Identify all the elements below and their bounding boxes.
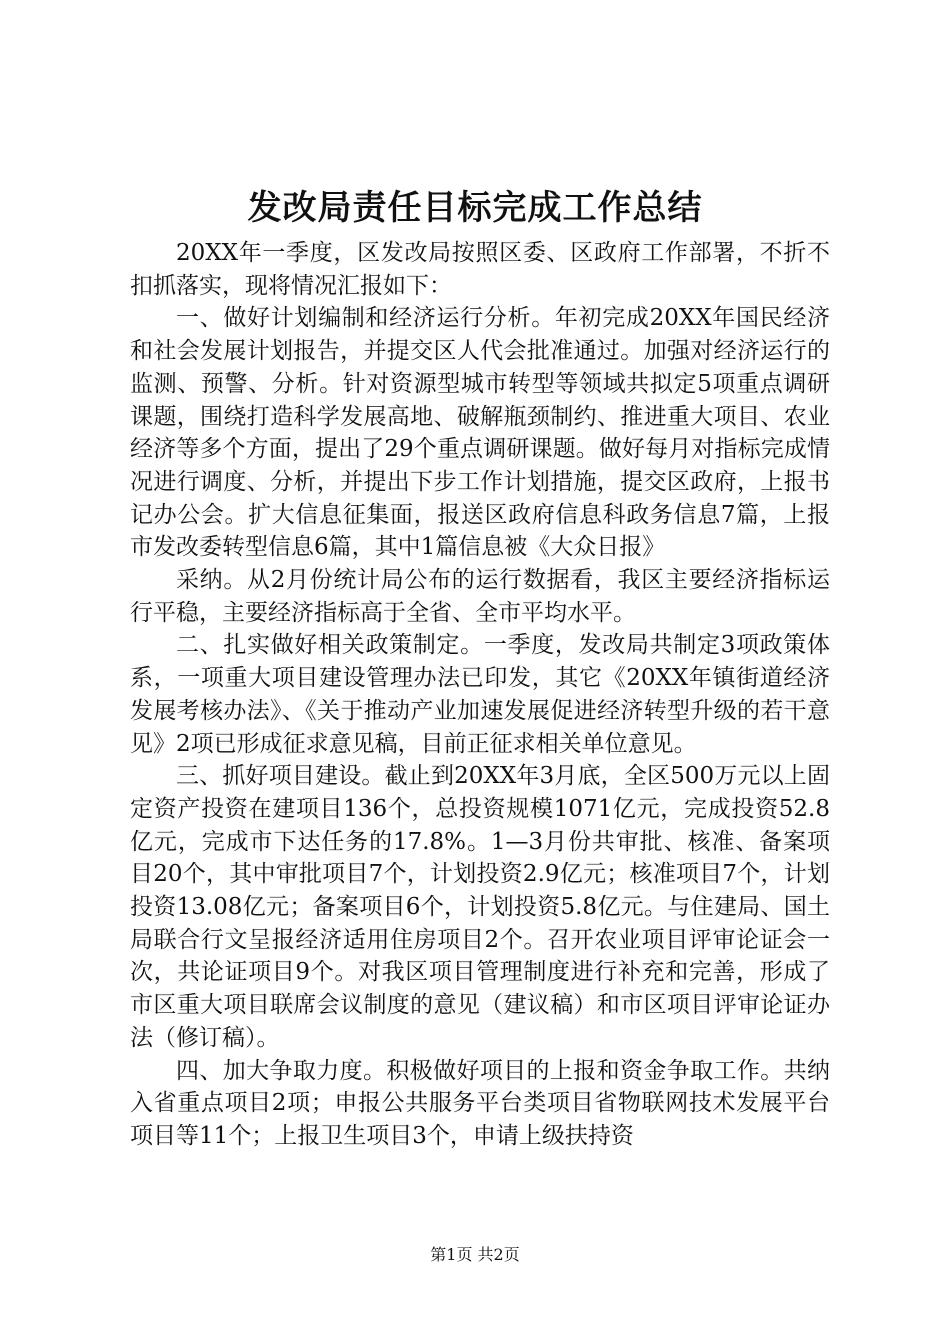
paragraph-section-1: 一、做好计划编制和经济运行分析。年初完成20XX年国民经济和社会发展计划报告，并提交区人代会批准通过。加强对经济运行的监测、预警、分析。针对资源型城市转型等领域共拟定5项重点调研课题，围绕打造科学发展高地、破解瓶颈制约、推进重大项目、农业经济等多个方面，提出了29个重点调研课题。做好每月对指标完成情况进行调度、分析，并提出下步工作计划措施，提交区政府，上报书记办公会。扩大信息征集面，报送区政府信息科政务信息7篇，上报市发改委转型信息6篇，其中1篇信息被《大众日报》 xyxy=(130,305,830,561)
paragraph-section-1-continued: 采纳。从2月份统计局公布的运行数据看，我区主要经济指标运行平稳，主要经济指标高于全省、全市平均水平。 xyxy=(130,567,830,626)
paragraph-section-2: 二、扎实做好相关政策制定。一季度，发改局共制定3项政策体系，一项重大项目建设管理办法已印发，其它《20XX年镇街道经济发展考核办法》、《关于推动产业加速发展促进经济转型升级的若干意见》2项已形成征求意见稿，目前正征求相关单位意见。 xyxy=(130,632,830,757)
page-number-footer: 第1页 共2页 xyxy=(430,1245,520,1264)
paragraph-section-3: 三、抓好项目建设。截止到20XX年3月底，全区500万元以上固定资产投资在建项目136个，总投资规模1071亿元，完成投资52.8亿元，完成市下达任务的17.8%。1—3月份共审批、核准、备案项目20个，其中审批项目7个，计划投资2.9亿元；核准项目7个，计划投资13.08亿元；备案项目6个，计划投资5.8亿元。与住建局、国土局联合行文呈报经济适用住房项目2个。召开农业项目评审论证会一次，共论证项目9个。对我区项目管理制度进行补充和完善，形成了市区重大项目联席会议制度的意见（建议稿）和市区项目评审论证办法（修订稿）。 xyxy=(130,763,830,1051)
document-body xyxy=(130,237,830,1153)
paragraph-intro: 20XX年一季度，区发改局按照区委、区政府工作部署，不折不扣抓落实，现将情况汇报如下： xyxy=(130,240,830,299)
paragraph-section-4: 四、加大争取力度。积极做好项目的上报和资金争取工作。共纳入省重点项目2项；申报公共服务平台类项目省物联网技术发展平台项目等11个；上报卫生项目3个，申请上级扶持资 xyxy=(130,1057,830,1149)
document-title: 发改局责任目标完成工作总结 xyxy=(247,188,703,228)
